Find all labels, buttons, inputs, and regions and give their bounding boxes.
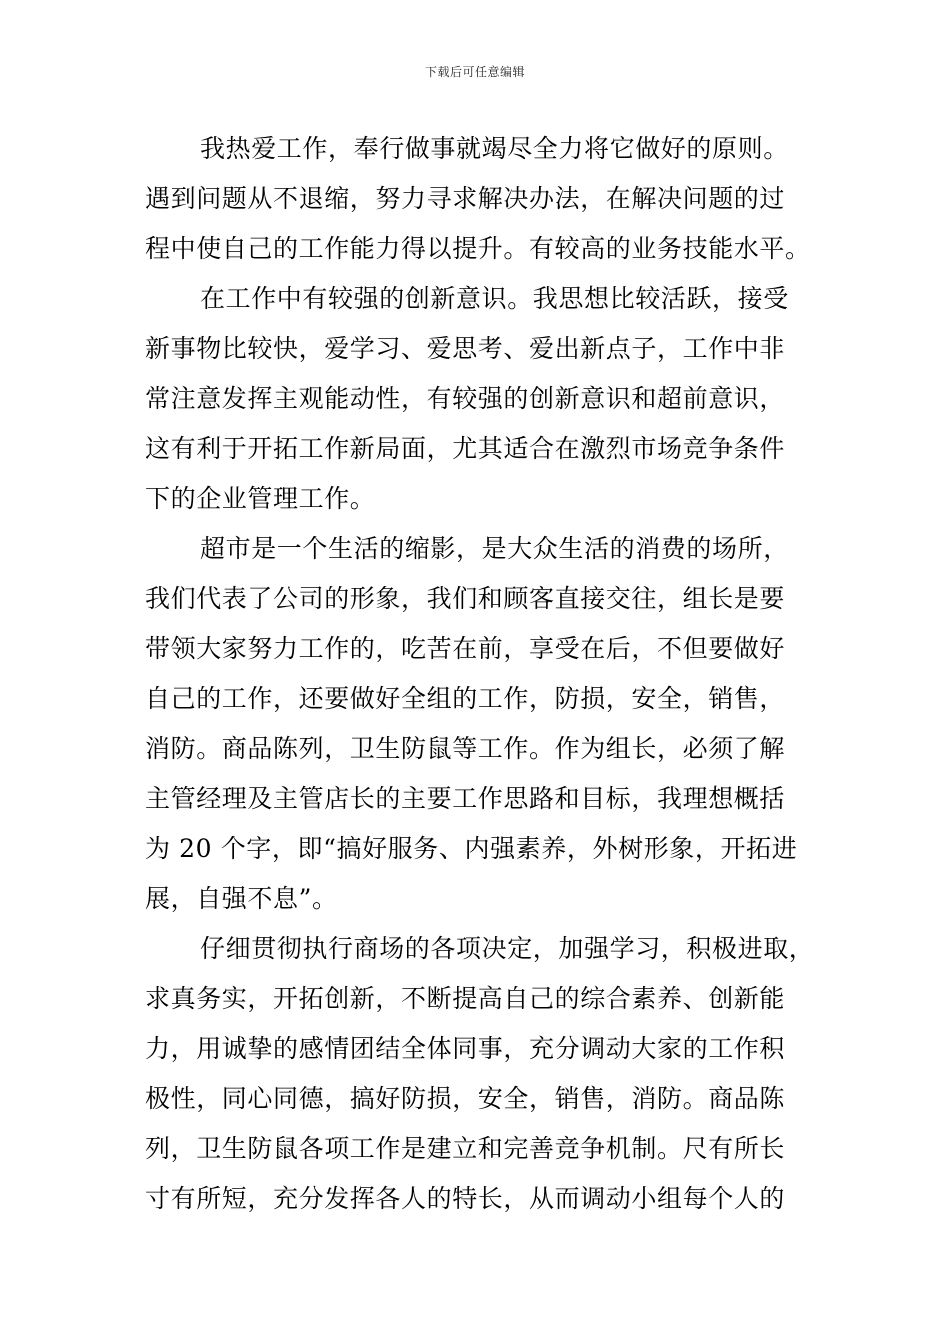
text-line: 下的企业管理工作。 xyxy=(145,484,376,513)
paragraph-2 xyxy=(145,274,825,524)
text-line: 为 20 个字，即“搞好服务、内强素养，外树形象，开拓进 xyxy=(145,834,798,863)
text-line: 带领大家努力工作的，吃苦在前，享受在后，不但要做好 xyxy=(145,634,786,663)
text-line: 遇到问题从不退缩，努力寻求解决办法，在解决问题的过 xyxy=(145,184,786,213)
text-line: 超市是一个生活的缩影，是大众生活的消费的场所， xyxy=(200,534,789,563)
text-line: 我们代表了公司的形象，我们和顾客直接交往，组长是要 xyxy=(145,584,786,613)
text-line: 自己的工作，还要做好全组的工作，防损，安全，销售， xyxy=(145,684,786,713)
text-line: 消防。商品陈列，卫生防鼠等工作。作为组长，必须了解 xyxy=(145,734,786,763)
text-line: 列，卫生防鼠各项工作是建立和完善竞争机制。尺有所长 xyxy=(145,1134,786,1163)
page-header: 下载后可任意编辑 xyxy=(424,65,525,79)
document-body xyxy=(145,124,825,1224)
text-line: 在工作中有较强的创新意识。我思想比较活跃，接受 xyxy=(200,284,789,313)
text-line: 极性，同心同德，搞好防损，安全，销售，消防。商品陈 xyxy=(145,1084,786,1113)
paragraph-4 xyxy=(145,924,825,1224)
paragraph-3 xyxy=(145,524,825,924)
paragraph-1 xyxy=(145,124,825,274)
text-line: 这有利于开拓工作新局面，尤其适合在激烈市场竞争条件 xyxy=(145,434,786,463)
text-line: 求真务实，开拓创新，不断提高自己的综合素养、创新能 xyxy=(145,984,786,1013)
text-line: 主管经理及主管店长的主要工作思路和目标，我理想概括 xyxy=(145,784,786,813)
text-line: 我热爱工作，奉行做事就竭尽全力将它做好的原则。 xyxy=(200,134,789,163)
text-line: 寸有所短，充分发挥各人的特长，从而调动小组每个人的 xyxy=(145,1184,786,1213)
text-line: 常注意发挥主观能动性，有较强的创新意识和超前意识， xyxy=(145,384,786,413)
text-line: 程中使自己的工作能力得以提升。有较高的业务技能水平。 xyxy=(145,234,811,263)
text-line: 力，用诚挚的感情团结全体同事，充分调动大家的工作积 xyxy=(145,1034,786,1063)
text-line: 仔细贯彻执行商场的各项决定，加强学习，积极进取， xyxy=(200,934,815,963)
text-line: 展，自强不息”。 xyxy=(145,884,338,913)
text-line: 新事物比较快，爱学习、爱思考、爱出新点子，工作中非 xyxy=(145,334,786,363)
